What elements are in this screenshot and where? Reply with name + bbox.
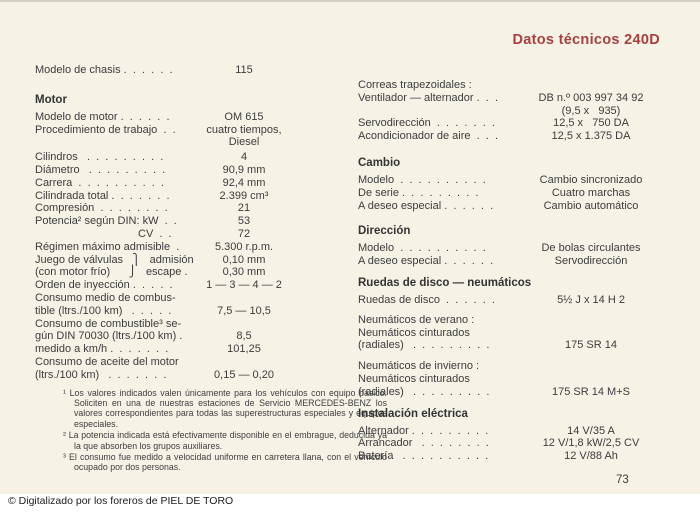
spacer <box>358 143 686 157</box>
spec-row <box>35 136 307 149</box>
spec-row <box>358 373 686 386</box>
spec-row <box>35 330 307 343</box>
spec-label: Procedimiento de trabajo . . <box>35 123 176 136</box>
spec-value: 92,4 mm <box>222 176 266 189</box>
spec-label: (radiales) . . . . . . . . . <box>358 339 490 352</box>
spec-row <box>35 228 307 241</box>
spec-row <box>35 356 307 369</box>
spacer <box>358 268 686 277</box>
spec-label: Consumo medio de combus- <box>35 291 176 304</box>
spec-label: Neumáticos cinturados <box>358 372 470 385</box>
footnote: ³ El consumo fue medido a velocidad uniforme en carretera llana, con el vehículo ocupado por dos personas. <box>63 451 387 473</box>
spec-label: Compresión . . . . . . . . <box>35 202 168 215</box>
spec-row <box>35 279 307 292</box>
spec-value: 175 SR 14 <box>565 339 617 352</box>
section-heading: Cambio <box>358 156 401 169</box>
spec-label: Carrera . . . . . . . . . . <box>35 176 164 189</box>
spec-value: 12,5 x 1.375 DA <box>551 130 631 143</box>
spec-value: 0,10 mm <box>222 253 266 266</box>
spec-row <box>358 242 686 255</box>
spec-label: Consumo de aceite del motor <box>35 355 179 368</box>
spec-value: 2.399 cm³ <box>219 189 269 202</box>
spec-value: 12 V/1,8 kW/2,5 CV <box>542 437 640 450</box>
spec-row <box>358 117 686 130</box>
footnote: ² La potencia indicada está efectivamente disponible en el embrague, deducida ya la que absorben los grupos auxiliares. <box>63 430 387 451</box>
spec-row <box>358 92 686 105</box>
section-heading: Dirección <box>358 225 411 238</box>
spec-row <box>358 105 686 118</box>
spec-row <box>358 187 686 200</box>
spec-value: 12 V/88 Ah <box>564 450 618 463</box>
spec-label: Arrancador . . . . . . . . <box>358 437 489 450</box>
spec-value: Cambio automático <box>543 199 639 212</box>
spec-label: (con motor frío) ⎭ escape . <box>35 266 188 279</box>
spec-value: Cuatro marchas <box>551 186 631 199</box>
spec-value: Cambio sincronizado <box>539 173 643 186</box>
spec-row <box>358 314 686 327</box>
spec-row <box>358 130 686 143</box>
spec-value: OM 615 <box>224 110 264 123</box>
two-column-layout <box>35 64 686 474</box>
digitization-watermark: © Digitalizado por los foreros de PIEL DE TORO <box>8 495 234 507</box>
spec-row <box>35 177 307 190</box>
spec-row <box>35 305 307 318</box>
spec-row <box>358 386 686 399</box>
spec-label: A deseo especial . . . . . . <box>358 199 494 212</box>
spec-value: 175 SR 14 M+S <box>552 385 630 398</box>
spec-value: 7,5 — 10,5 <box>217 304 271 317</box>
spec-row <box>35 215 307 228</box>
spec-row <box>35 151 307 164</box>
spec-label: Diámetro . . . . . . . . . <box>35 163 166 176</box>
spec-row <box>35 343 307 356</box>
spec-label: medido a km/h . . . . . . . <box>35 343 169 356</box>
spec-label: Batería . . . . . . . . . . <box>358 450 489 463</box>
spec-row <box>35 292 307 305</box>
spec-label: Modelo de motor . . . . . . <box>35 110 170 123</box>
section-heading: Ruedas de disco — neumáticos <box>358 276 532 289</box>
spec-value: cuatro tiempos, <box>206 123 282 136</box>
spec-row <box>35 164 307 177</box>
spec-value: 90,9 mm <box>222 163 266 176</box>
spec-row <box>358 174 686 187</box>
spec-label: Cilindrada total . . . . . . . <box>35 189 170 202</box>
spec-label: Juego de válvulas ⎫ admisión <box>35 253 194 266</box>
spec-value: 0,30 mm <box>222 266 266 279</box>
spec-row <box>35 318 307 331</box>
spec-label: tible (ltrs./100 km) . . . . . <box>35 304 172 317</box>
spec-row <box>35 241 307 254</box>
page-title: Datos técnicos 240D <box>512 32 660 48</box>
spec-value: 0,15 — 0,20 <box>214 368 274 381</box>
spec-row <box>358 327 686 340</box>
spec-label: Modelo de chasis . . . . . . <box>35 64 173 76</box>
spacer <box>358 352 686 360</box>
spec-label: Consumo de combustible³ se- <box>35 317 182 330</box>
spec-value: 115 <box>235 64 253 76</box>
spec-label: De serie . . . . . . . . . <box>358 186 479 199</box>
spec-label: Potencia² según DIN: kW . . <box>35 215 177 228</box>
spec-row <box>358 79 686 92</box>
page-number: 73 <box>616 474 629 486</box>
spec-value: 101,25 <box>227 343 261 356</box>
spacer <box>358 399 686 408</box>
spec-value: 4 <box>240 151 248 164</box>
spec-value: 21 <box>237 202 251 215</box>
footnote: ¹ Los valores indicados valen únicamente para los vehículos con equipo básico. Soliciten en una de nuestras estaciones de Servicio MERCEDES-BENZ los valores correspondientes para todas las superestructuras especiales y equipos especiales. <box>63 387 387 429</box>
spec-label: Acondicionador de aire . . . <box>358 130 499 143</box>
spec-row <box>358 294 686 307</box>
spec-value: De bolas circulantes <box>541 242 641 255</box>
spec-label: CV . . <box>138 227 172 240</box>
spacer <box>358 212 686 225</box>
spacer <box>358 307 686 314</box>
spec-row <box>35 64 307 77</box>
spec-label: Modelo . . . . . . . . . . <box>358 173 486 186</box>
spec-label: Cilindros . . . . . . . . . <box>35 151 164 164</box>
spec-row <box>35 124 307 137</box>
spec-label: Neumáticos de invierno : <box>358 360 480 373</box>
spec-label: Alternador . . . . . . . . . <box>358 424 489 437</box>
spec-value: 14 V/35 A <box>567 424 615 437</box>
spec-row <box>358 437 686 450</box>
spec-row <box>358 255 686 268</box>
spec-value: 8,5 <box>236 330 252 343</box>
spec-value: (9,5 x 935) <box>561 104 621 117</box>
spec-row <box>35 369 307 382</box>
spec-row <box>35 254 307 267</box>
spec-label: Ruedas de disco . . . . . . <box>358 293 495 306</box>
spec-label: Ventilador — alternador . . . <box>358 91 499 104</box>
spec-label: Orden de inyección . . . . . <box>35 279 173 292</box>
spacer <box>35 77 307 94</box>
spec-label: Correas trapezoidales : <box>358 79 472 91</box>
spec-label: Neumáticos de verano : <box>358 313 475 326</box>
spec-label: Neumáticos cinturados <box>358 326 470 339</box>
right-column <box>358 64 686 474</box>
spec-row <box>358 450 686 463</box>
section-heading: Instalación eléctrica <box>358 407 468 420</box>
spec-row <box>35 266 307 279</box>
spec-value: DB n.º 003 997 34 92 <box>538 91 644 104</box>
spacer <box>358 64 686 79</box>
spec-row <box>358 339 686 352</box>
spec-value: 53 <box>237 215 251 228</box>
spec-label: (ltrs./100 km) . . . . . . . <box>35 368 167 381</box>
spec-label: (radiales) . . . . . . . . . <box>358 385 490 398</box>
spec-row <box>358 200 686 213</box>
footnotes <box>63 388 387 473</box>
section-heading: Motor <box>35 93 67 106</box>
spec-label: Modelo . . . . . . . . . . <box>358 242 486 255</box>
spec-value: Servodirección <box>554 255 628 268</box>
spec-value: 1 — 3 — 4 — 2 <box>206 279 282 292</box>
spec-value: 5½ J x 14 H 2 <box>557 293 625 306</box>
spec-row <box>35 202 307 215</box>
spec-row <box>35 190 307 203</box>
spec-row <box>358 360 686 373</box>
spec-row <box>358 425 686 438</box>
left-spec-rows <box>35 64 307 382</box>
spec-value: 72 <box>237 227 251 240</box>
spec-value: 12,5 x 750 DA <box>553 117 629 130</box>
spec-value: 5.300 r.p.m. <box>214 240 274 253</box>
spec-label: A deseo especial . . . . . . <box>358 255 494 268</box>
right-spec-rows <box>358 64 686 463</box>
spec-value: Diesel <box>228 136 260 149</box>
spec-label: Régimen máximo admisible . <box>35 240 180 253</box>
spec-label: Servodirección . . . . . . . <box>358 117 495 130</box>
spec-row <box>35 111 307 124</box>
spec-label: gún DIN 70030 (ltrs./100 km) . <box>35 330 183 343</box>
